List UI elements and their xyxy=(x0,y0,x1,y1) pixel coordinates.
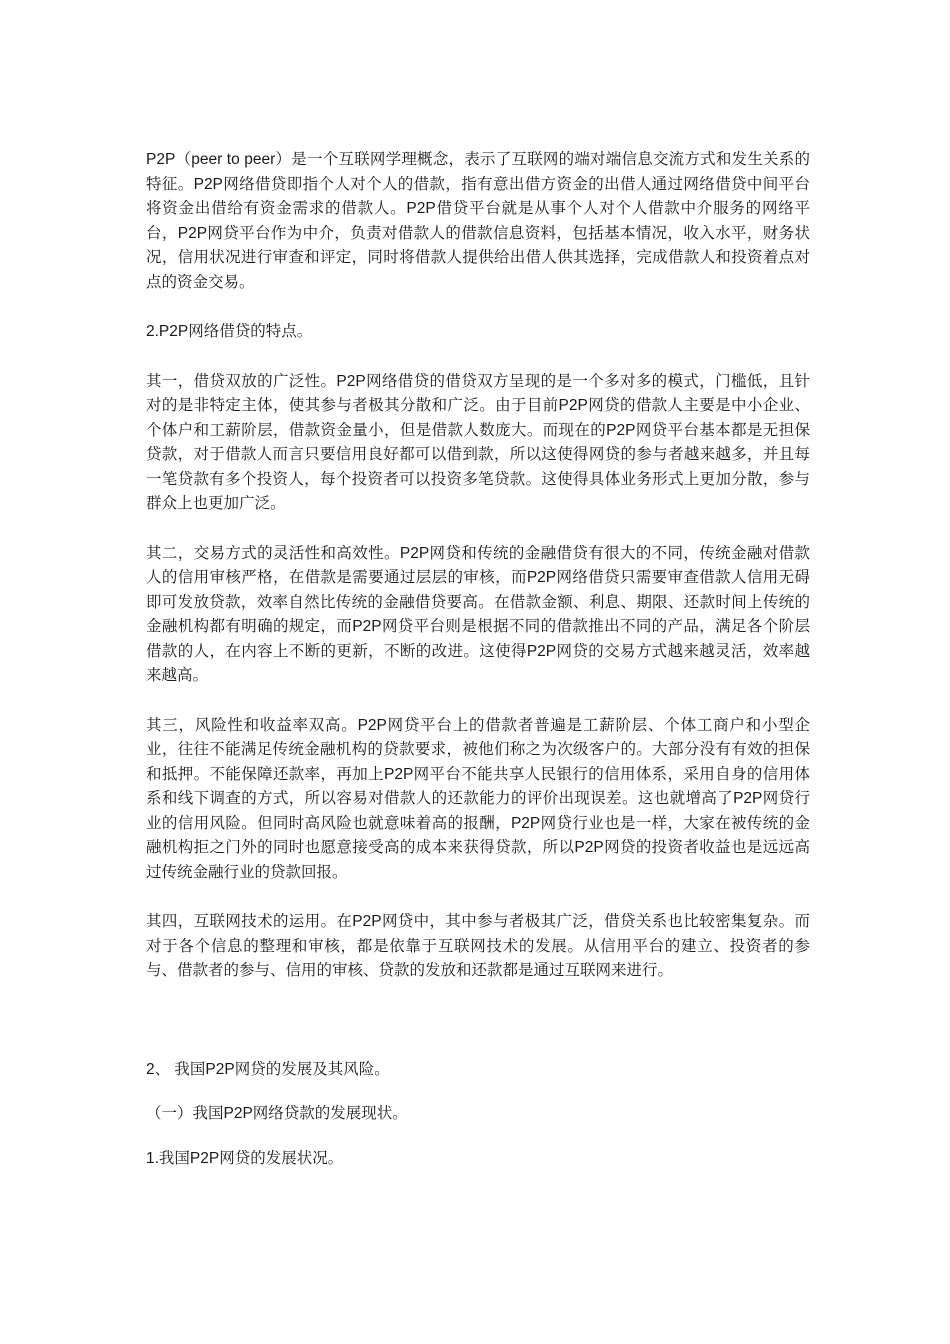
feature-three-paragraph: 其三，风险性和收益率双高。P2P网贷平台上的借款者普遍是工薪阶层、个体工商户和小型企业，往往不能满足传统金融机构的贷款要求，被他们称之为次级客户的。大部分没有有效的担保和抵押。不能保障还款率，再加上P2P网平台不能共享人民银行的信用体系，采用自身的信用体系和线下调查的方式，所以容易对借款人的还款能力的评价出现误差。这也就增高了P2P网贷行业的信用风险。但同时高风险也就意味着高的报酬，P2P网贷行业也是一样，大家在被传统的金融机构拒之门外的同时也愿意接受高的成本来获得贷款，所以P2P网贷的投资者收益也是远远高过传统金融行业的贷款回报。 xyxy=(146,716,810,881)
intro-paragraph: P2P（peer to peer）是一个互联网学理概念，表示了互联网的端对端信息交流方式和发生关系的特征。P2P网络借贷即指个人对个人的借款，指有意出借方资金的出借人通过网络借贷中间平台将资金出借给有资金需求的借款人。P2P借贷平台就是从事个人对个人借款中介服务的网络平台，P2P网贷平台作为中介，负责对借款人的借款信息资料，包括基本情况，收入水平，财务状况，信用状况进行审查和评定，同时将借款人提供给出借人供其选择，完成借款人和投资着点对点的资金交易。 xyxy=(146,151,810,291)
feature-four-paragraph: 其四，互联网技术的运用。在P2P网贷中，其中参与者极其广泛，借贷关系也比较密集复杂。而对于各个信息的整理和审核，都是依靠于互联网技术的发展。从信用平台的建立、投资者的参与、借款者的参与、信用的审核、贷款的发放和还款都是通过互联网来进行。 xyxy=(146,913,810,979)
feature-one-paragraph: 其一，借贷双放的广泛性。P2P网络借贷的借贷双方呈现的是一个多对多的模式，门槛低，且针对的是非特定主体，使其参与者极其分散和广泛。由于目前P2P网贷的借款人主要是中小企业、个体户和工薪阶层，借款资金量小，但是借款人数庞大。而现在的P2P网贷平台基本都是无担保贷款，对于借款人而言只要信用良好都可以借到款，所以这使得网贷的参与者越来越多，并且每一笔贷款有多个投资人，每个投资者可以投资多笔贷款。这使得具体业务形式上更加分散，参与群众上也更加广泛。 xyxy=(146,372,810,512)
section-two-heading: 2、 我国P2P网贷的发展及其风险。 xyxy=(146,1060,390,1078)
subsection-one-heading: （一）我国P2P网络贷款的发展现状。 xyxy=(146,1105,408,1122)
subsection-one-one-heading: 1.我国P2P网贷的发展状况。 xyxy=(146,1149,344,1167)
feature-two-paragraph: 其二，交易方式的灵活性和高效性。P2P网贷和传统的金融借贷有很大的不同，传统金融对借款人的信用审核严格，在借款是需要通过层层的审核，而P2P网络借贷只需要审查借款人信用无碍即可发放贷款，效率自然比传统的金融借贷要高。在借款金额、利息、期限、还款时间上传统的金融机构都有明确的规定，而P2P网贷平台则是根据不同的借款推出不同的产品，满足各个阶层借款的人，在内容上不断的更新，不断的改进。这使得P2P网贷的交易方式越来越灵活，效率越来越高。 xyxy=(146,544,810,684)
features-heading: 2.P2P网络借贷的特点。 xyxy=(146,323,313,340)
document-body xyxy=(146,140,810,1171)
